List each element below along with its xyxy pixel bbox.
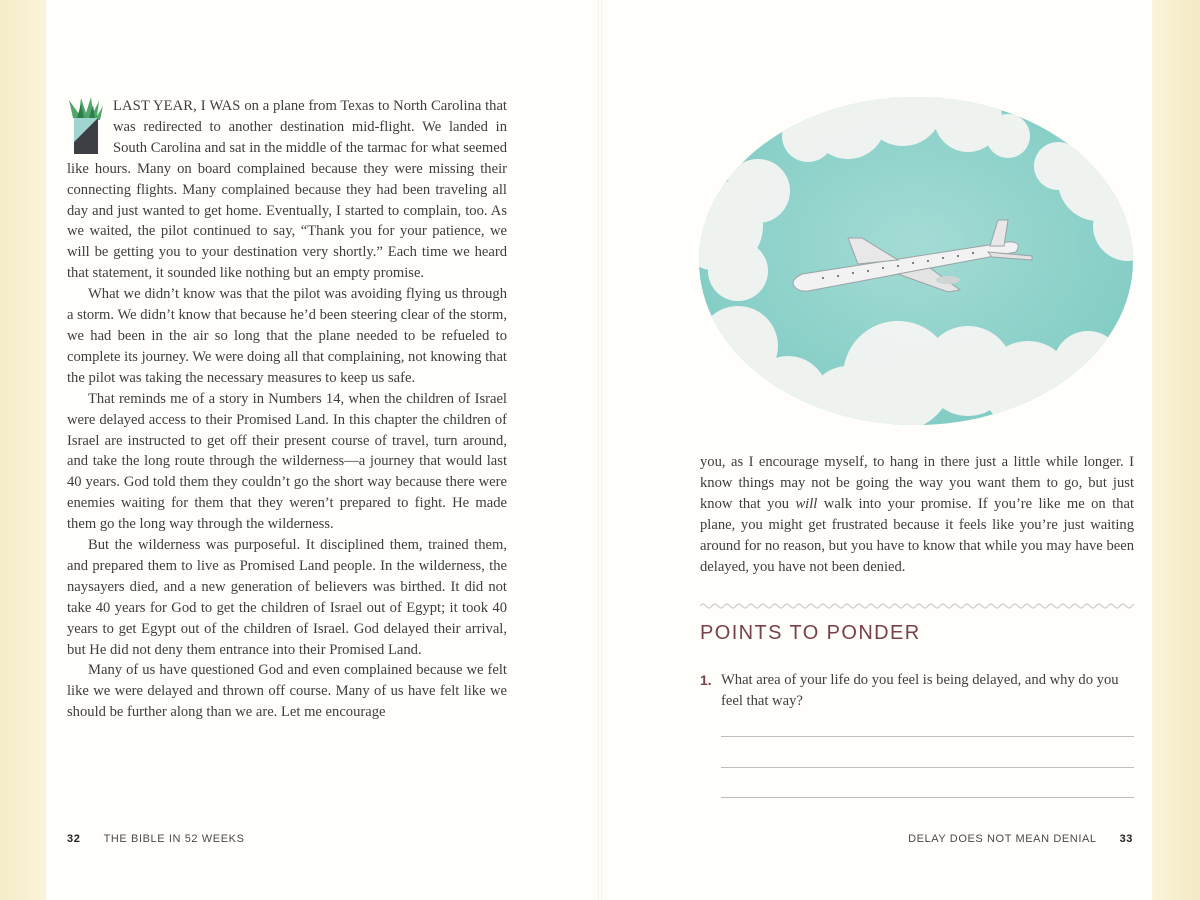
left-page-body — [67, 96, 507, 723]
plant-pot-icon — [67, 96, 107, 156]
running-head: DELAY DOES NOT MEAN DENIAL — [908, 833, 1097, 845]
book-spine — [598, 0, 602, 900]
right-page-body — [700, 452, 1134, 577]
points-to-ponder-heading: POINTS TO PONDER — [700, 622, 921, 644]
page-number: 33 — [1119, 833, 1133, 845]
airplane-clouds-illustration — [698, 96, 1134, 426]
paragraph: Many of us have questioned God and even complained because we felt like we were delayed and thrown off course. Many of us have felt like we should be further along than we are. Let me encourage — [67, 662, 507, 721]
answer-line[interactable] — [721, 797, 1134, 798]
paragraph: But the wilderness was purposeful. It disciplined them, trained them, and prepared them to live as Promised Land people. In the wilderness, the naysayers died, and a new generation of believers was birthed. It did not take 40 years for God to get the children of Israel out of Egypt; it took 40 years to get Egypt out of the children of Israel. God delayed their arrival, but He did not deny them entrance into their Promised Land. — [67, 537, 507, 658]
question-text: What area of your life do you feel is being delayed, and why do you feel that way? — [721, 672, 1119, 709]
answer-line[interactable] — [721, 767, 1134, 768]
page-edge-left — [0, 0, 46, 900]
question-item — [700, 670, 1134, 712]
paragraph: That reminds me of a story in Numbers 14, when the children of Israel were delayed access to their Promised Land. In this chapter the children of Israel are instructed to get off their present course of travel, turn around, and take the long route through the wilderness—a journey that would last 40 years. God told them they couldn’t go the short way because there were enemies waiting for them that they weren’t prepared to fight. He made them go the long way through the wilderness. — [67, 390, 507, 533]
running-head: THE BIBLE IN 52 WEEKS — [103, 833, 245, 845]
paragraph: on a plane from Texas to North Carolina that was redirected to another destination mid-flight. We landed in South Carolina and sat in the middle of the tarmac for what seemed like hours. Many on board complained because they were missing their connecting flights. Many complained because they had been traveling all day and just wanted to get home. Eventually, I started to complain, too. As we waited, the pilot continued to say, “Thank you for your patience, we will be getting you to your destination very shortly.” Each time we heard that statement, it sounded like nothing but an empty promise. — [67, 98, 507, 282]
answer-line[interactable] — [721, 736, 1134, 737]
left-footer — [67, 833, 245, 845]
emphasis-text: will — [795, 495, 818, 512]
wavy-divider — [700, 600, 1134, 612]
right-footer — [908, 833, 1133, 845]
question-number: 1. — [700, 672, 712, 688]
text-run: you, as I encourage myself, to hang in there just a little while longer. I know things may not be going the way you want them to go, but just know that you — [700, 454, 1134, 512]
text-run: walk into your promise. If you’re like me on that plane, you might get frustrated because it feels like you’re just waiting around for no reason, but you have to know that while you may have been delayed, you have not been denied. — [700, 495, 1134, 575]
page-number: 32 — [67, 833, 81, 845]
page-edge-right — [1152, 0, 1200, 900]
chapter-lead-in: LAST YEAR, I WAS — [113, 98, 241, 114]
paragraph: What we didn’t know was that the pilot was avoiding flying us through a storm. We didn’t know that because he’d been steering clear of the storm, we had been in the air so long that the plane needed to be refueled to complete its journey. We were doing all that complaining, not knowing that the pilot was taking the necessary measures to keep us safe. — [67, 286, 507, 386]
paragraph — [700, 452, 1134, 577]
